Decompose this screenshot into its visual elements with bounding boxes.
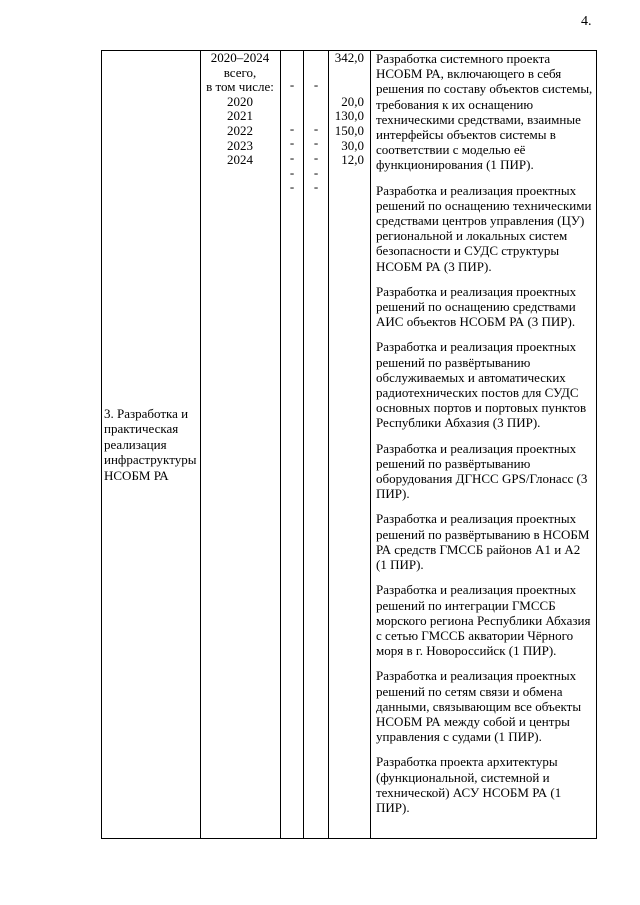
period-row: в том числе: bbox=[206, 79, 274, 95]
period-row: 2024 bbox=[227, 152, 253, 168]
dash-cell: - bbox=[289, 77, 295, 92]
amount-cell bbox=[332, 66, 364, 81]
amount-cell bbox=[332, 80, 364, 95]
table-divider-amount bbox=[370, 50, 371, 838]
dash-cell bbox=[306, 107, 326, 122]
period-row: 2023 bbox=[227, 137, 253, 153]
period-cell bbox=[201, 51, 279, 168]
dash-cell: - bbox=[313, 179, 319, 195]
amount-column bbox=[332, 51, 364, 168]
activity-item: Разработка и реализация проектных решений по развёртыванию в НСОБМ РА средств ГМССБ районов А1 и А2 (1 ПИР). bbox=[376, 511, 590, 573]
amount-cell: 130,0 bbox=[334, 108, 364, 124]
amount-cell: 150,0 bbox=[334, 122, 364, 138]
activity-item: Разработка и реализация проектных решений по оснащению техническими средствами центров управления (ЦУ) региональной и локальных систем безопасности и СУДС структуры НСОБМ РА (3 ПИР). bbox=[376, 182, 592, 274]
table-divider-period bbox=[280, 50, 281, 838]
dash-cell bbox=[306, 93, 326, 108]
amount-cell: 20,0 bbox=[341, 93, 364, 109]
dash-cell: - bbox=[289, 164, 295, 180]
dash-cell bbox=[282, 93, 302, 108]
section-title: 3. Разработка и практическая реализация инфраструктуры НСОБМ РА bbox=[104, 406, 197, 483]
dash-cell: - bbox=[313, 135, 319, 151]
dash-cell: - bbox=[313, 77, 319, 92]
dash-cell: - bbox=[313, 120, 319, 136]
table-divider-col2 bbox=[328, 50, 329, 838]
activity-item: Разработка проекта архитектуры (функциональной, системной и технической) АСУ НСОБМ РА (1 ПИР). bbox=[376, 754, 562, 815]
period-row: 2020–2024 bbox=[210, 50, 270, 65]
dash-cell: - bbox=[289, 149, 295, 165]
period-row: 2022 bbox=[227, 122, 253, 138]
period-row: всего, bbox=[223, 64, 257, 80]
dash-cell: - bbox=[289, 135, 295, 151]
table-border-left bbox=[101, 50, 102, 838]
dash-cell bbox=[282, 107, 302, 122]
activity-item: Разработка и реализация проектных решений по интеграции ГМССБ морского региона Республики Абхазия с сетью ГМССБ акватории Чёрного моря в г. Новороссийск (1 ПИР). bbox=[376, 582, 591, 659]
dash-cell: - bbox=[289, 179, 295, 195]
activity-item: Разработка и реализация проектных решений по развёртыванию обслуживаемых и автоматических радиотехнических постов для СУДС основных портов и портовых пунктов Республики Абхазия (3 ПИР). bbox=[376, 339, 587, 431]
dash-cell: - bbox=[313, 164, 319, 180]
activities-column bbox=[376, 51, 594, 825]
table-divider-col1 bbox=[303, 50, 304, 838]
activity-item: Разработка и реализация проектных решений по сетям связи и обмена данными, связывающим все объекты НСОБМ РА между собой и центры управления с судами (1 ПИР). bbox=[376, 668, 582, 745]
period-row: 2020 bbox=[227, 93, 253, 109]
period-row: 2021 bbox=[227, 108, 253, 124]
dash-cell: - bbox=[313, 149, 319, 165]
amount-cell: 342,0 bbox=[334, 50, 364, 65]
amount-cell: 30,0 bbox=[341, 137, 364, 153]
dash-column-1 bbox=[282, 78, 302, 195]
activity-item: Разработка и реализация проектных решений по развёртыванию оборудования ДГНСС GPS/Глонасс (3 ПИР). bbox=[376, 440, 588, 502]
page-number: 4. bbox=[581, 14, 592, 29]
table-border-right bbox=[596, 50, 597, 838]
table-border-bottom bbox=[101, 838, 597, 839]
amount-cell: 12,0 bbox=[341, 152, 364, 168]
activity-item: Разработка системного проекта НСОБМ РА, включающего в себя решения по составу объектов системы, требования к их оснащению техническими средствами, взаимные интерфейсы объектов системы в соответствии с моделью её функционирования (1 ПИР). bbox=[376, 51, 593, 173]
dash-cell: - bbox=[289, 120, 295, 136]
activity-item: Разработка и реализация проектных решений по оснащению средствами АИС объектов НСОБМ РА (3 ПИР). bbox=[376, 283, 577, 330]
table-divider-section bbox=[200, 50, 201, 838]
dash-column-2 bbox=[306, 78, 326, 195]
